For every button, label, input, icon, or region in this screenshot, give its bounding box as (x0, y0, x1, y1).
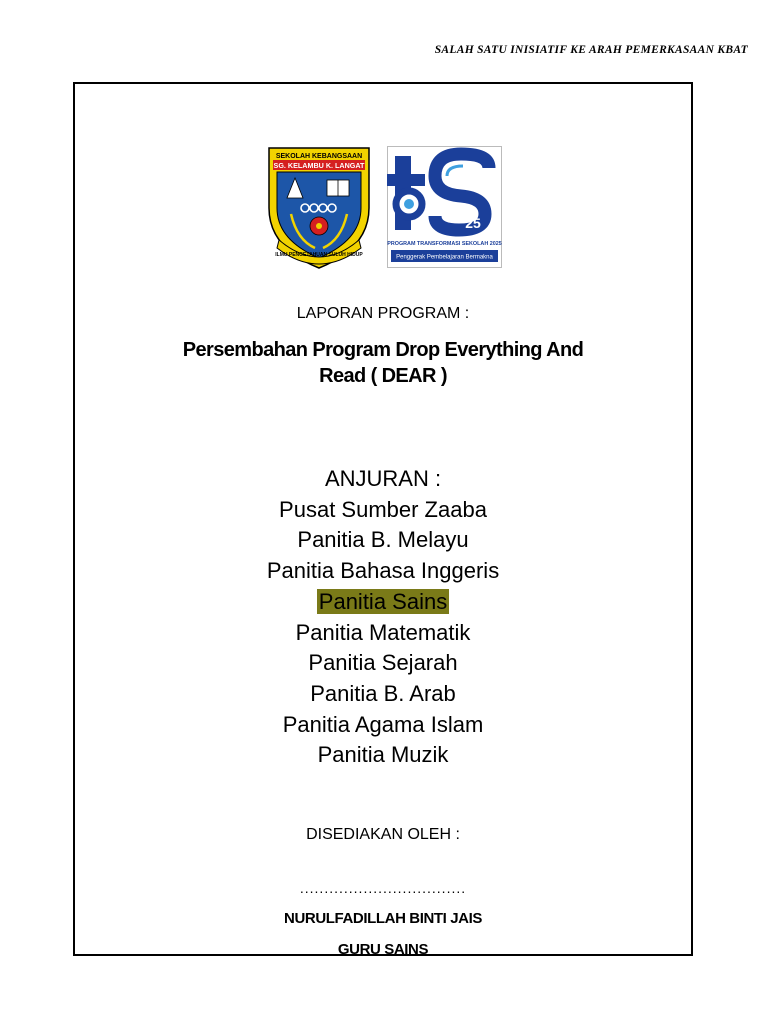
organizer-item: Panitia Matematik (295, 619, 471, 645)
highlighted-text: Panitia Sains (318, 588, 448, 614)
organizer-item: Panitia Agama Islam (282, 711, 484, 737)
crest-banner-top: SEKOLAH KEBANGSAAN (275, 153, 362, 160)
organizer-item-highlighted (75, 587, 691, 618)
signature-line: .................................. (299, 880, 467, 896)
pts-tagline: Penggerak Pembelajaran Bermakna (395, 254, 493, 261)
cover-frame (73, 82, 693, 956)
program-title-line2: Read ( DEAR ) (319, 365, 447, 387)
logo-row (75, 144, 691, 272)
header-note: SALAH SATU INISIATIF KE ARAH PEMERKASAAN KBAT (434, 44, 748, 56)
pts-2025-logo (387, 146, 502, 268)
organizer-item: Panitia Sejarah (308, 650, 458, 676)
organizer-item: Panitia B. Melayu (297, 527, 469, 553)
report-label: LAPORAN PROGRAM : (296, 305, 470, 322)
organizer-item: Panitia Bahasa Inggeris (266, 558, 500, 584)
preparer-name: NURULFADILLAH BINTI JAIS (284, 910, 482, 927)
organizer-item: Pusat Sumber Zaaba (279, 496, 487, 522)
prepared-by-label: DISEDIAKAN OLEH : (306, 826, 460, 843)
organizers-block (75, 464, 691, 771)
organizer-item: Panitia Muzik (317, 742, 449, 768)
organizer-item: Panitia B. Arab (310, 680, 456, 706)
crest-banner-name: SG. KELAMBU K. LANGAT (273, 161, 364, 170)
program-title (75, 337, 691, 389)
letter-t-bar (387, 174, 425, 186)
crest-motto: ILMU PENGETAHUAN SULUH HIDUP (274, 252, 363, 258)
pts-number: 25 (464, 215, 481, 231)
program-title-line1: Persembahan Program Drop Everything And (182, 339, 584, 361)
organized-by-label: ANJURAN : (324, 466, 442, 491)
preparer-role: GURU SAINS (337, 941, 429, 958)
school-crest-logo (265, 144, 373, 272)
pts-program-text: PROGRAM TRANSFORMASI SEKOLAH 2025 (386, 241, 502, 247)
